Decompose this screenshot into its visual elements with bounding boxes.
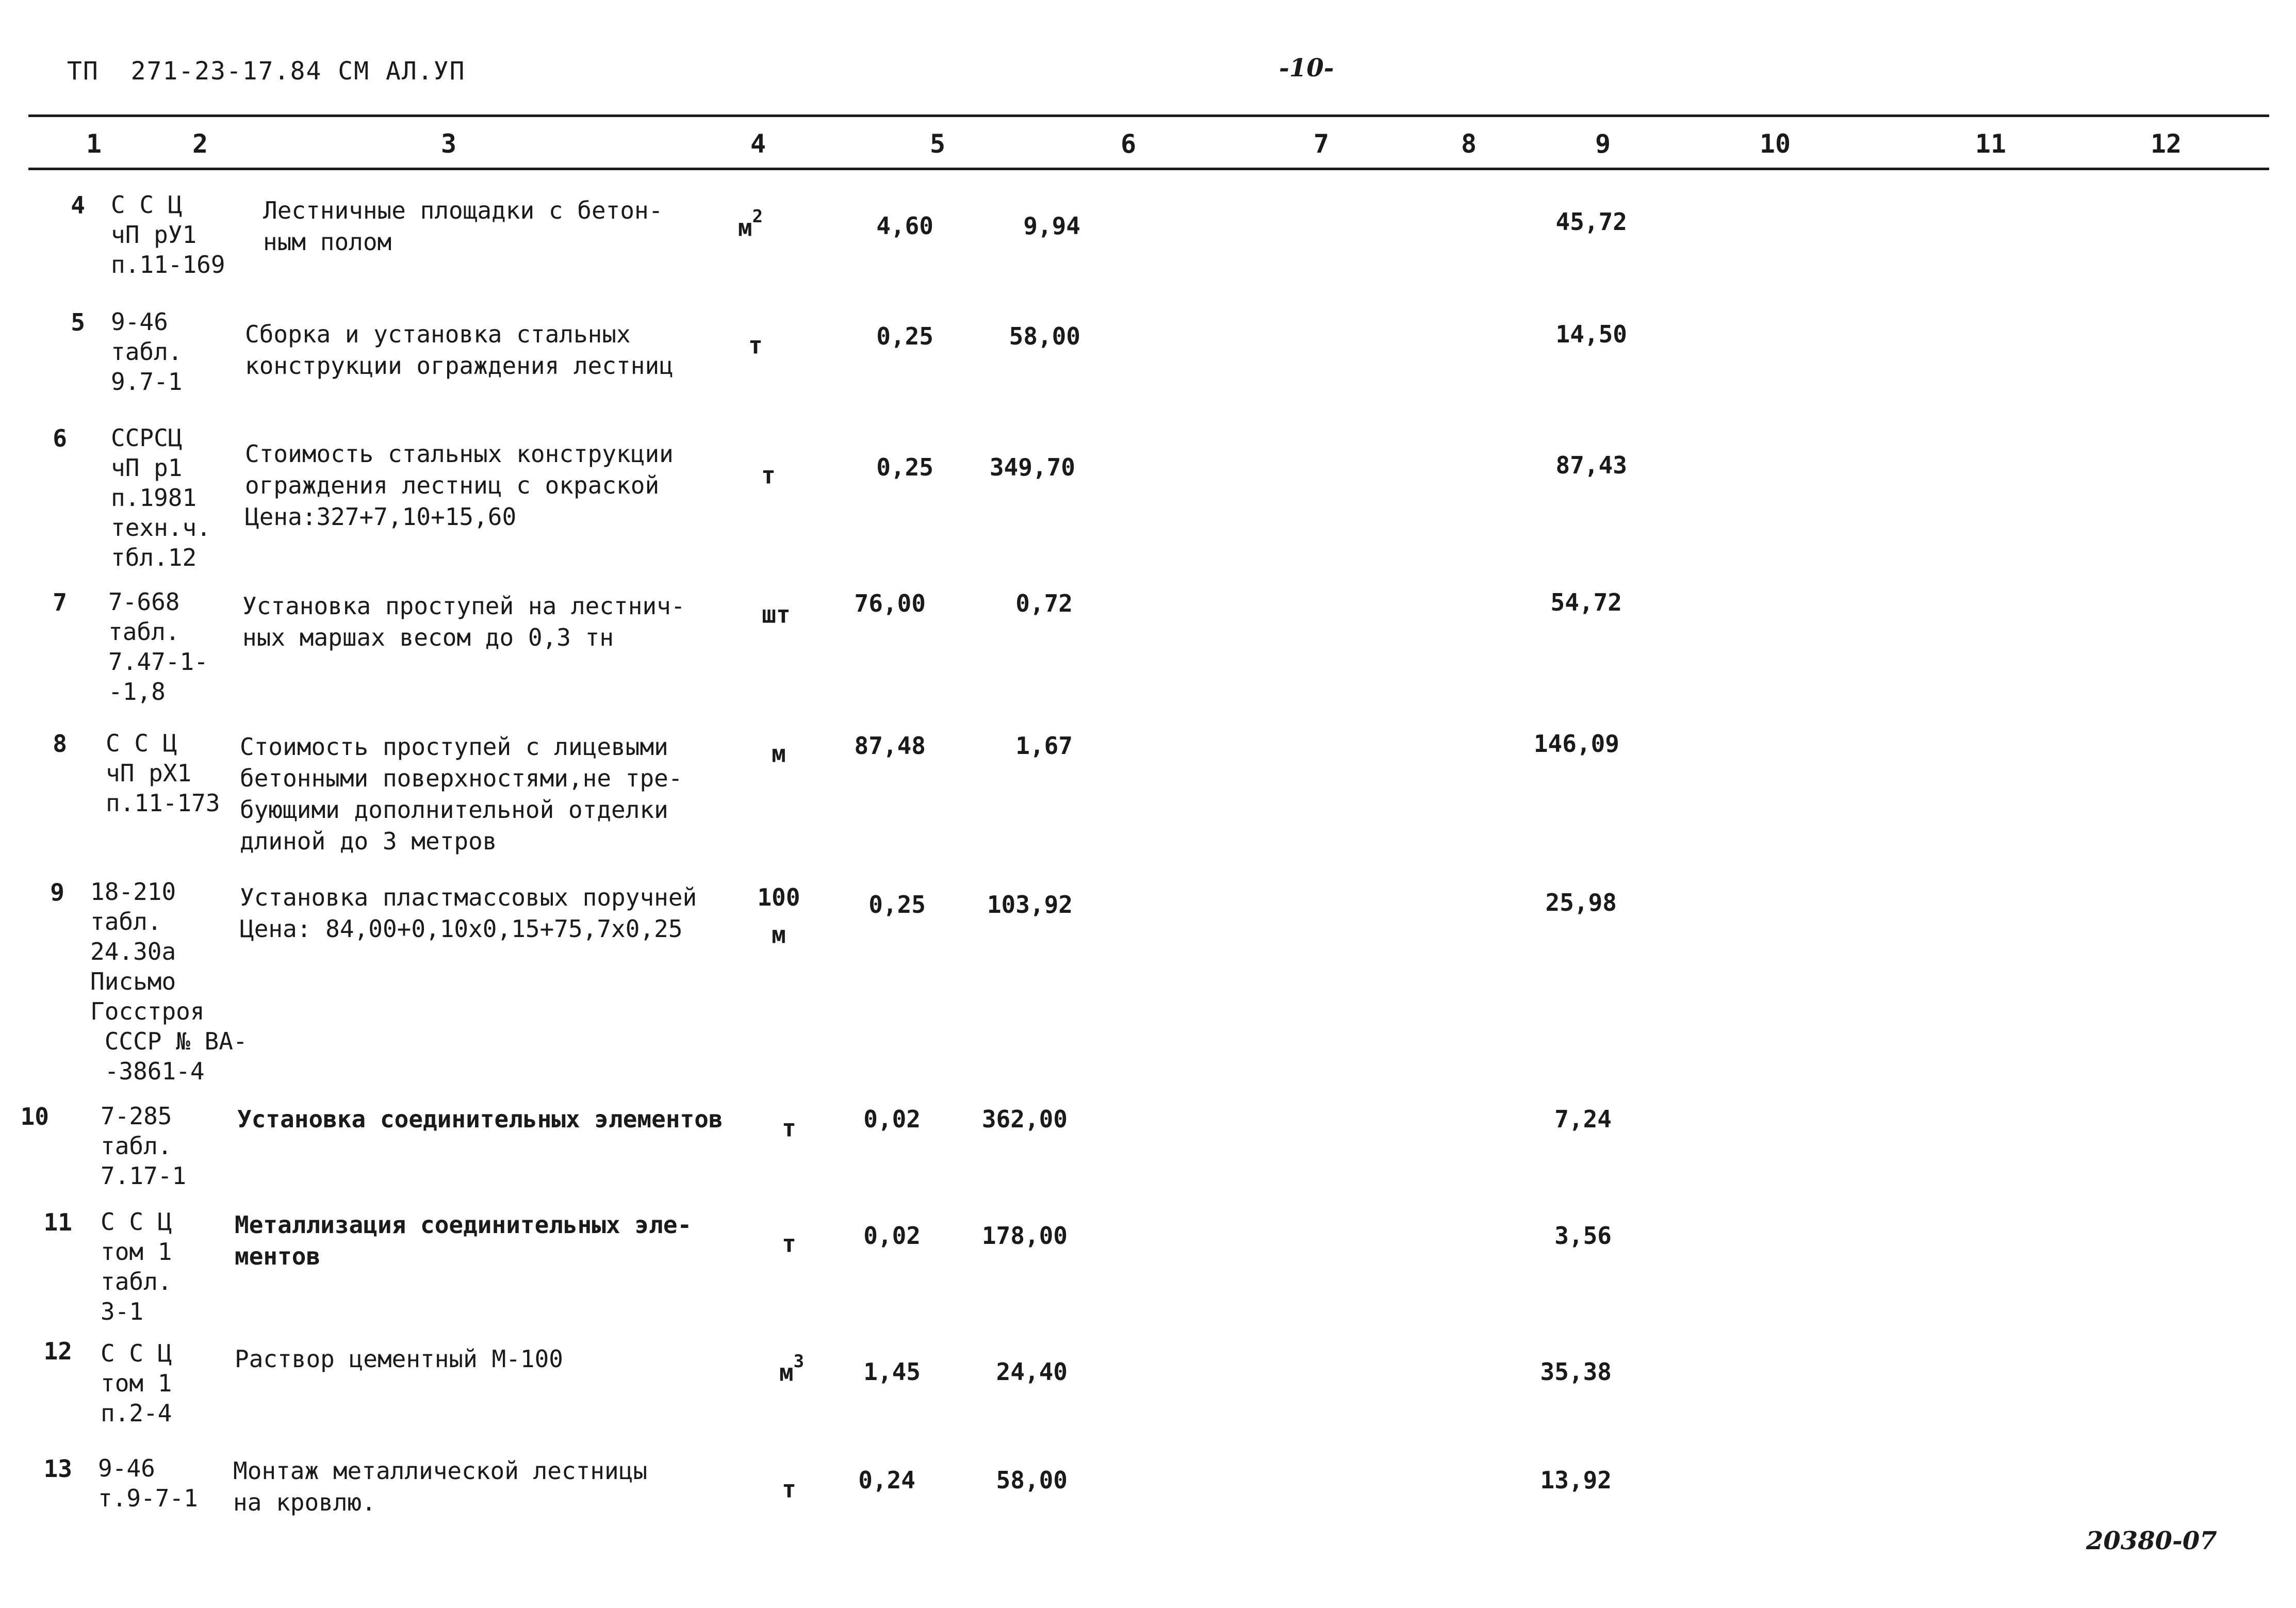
row-number: 12 — [43, 1337, 72, 1365]
column-header-2: 2 — [192, 129, 208, 159]
work-description: Раствор цементный М-100 — [235, 1345, 563, 1373]
total-cost: 25,98 — [1545, 889, 1617, 916]
total-cost: 87,43 — [1555, 451, 1627, 479]
unit: т — [761, 461, 776, 489]
total-cost: 7,24 — [1554, 1105, 1612, 1133]
norm-reference: 18-210 табл. 24.30а Письмо Госстроя СССР № ВА- -3861-4 — [90, 878, 248, 1085]
work-description: Лестничные площадки с бетон- ным полом — [263, 196, 663, 256]
unit: т — [782, 1475, 796, 1503]
unit-price: 24,40 — [996, 1358, 1068, 1386]
column-header-9: 9 — [1595, 129, 1611, 159]
quantity: 0,25 — [876, 322, 933, 350]
row-number: 9 — [50, 878, 64, 906]
table-top-rule — [28, 114, 2269, 117]
row-number: 11 — [43, 1208, 72, 1236]
column-header-12: 12 — [2150, 129, 2182, 159]
unit-price: 349,70 — [989, 453, 1075, 481]
unit: $м^2$ — [737, 206, 763, 242]
work-description: Сборка и установка стальных конструкции ограждения лестниц — [245, 320, 674, 380]
unit-price: 103,92 — [987, 891, 1073, 918]
work-description: Установка пластмассовых поручней Цена: 84,00+0,10х0,15+75,7х0,25 — [240, 883, 697, 943]
column-header-7: 7 — [1313, 129, 1330, 159]
norm-reference: 7-285 табл. 7.17-1 — [101, 1102, 187, 1190]
row-number: 6 — [53, 424, 67, 452]
norm-reference: С С Ц чП рУ1 п.11-169 — [111, 191, 225, 278]
quantity: 76,00 — [854, 589, 926, 617]
quantity: 1,45 — [863, 1358, 921, 1386]
row-number: 7 — [53, 588, 67, 616]
work-description: Стоимость стальных конструкции ограждения лестниц с окраской Цена:327+7,10+15,60 — [245, 440, 674, 531]
column-header-8: 8 — [1461, 129, 1477, 159]
norm-reference: 7-668 табл. 7.47-1- -1,8 — [108, 588, 208, 705]
row-number: 13 — [43, 1455, 72, 1483]
quantity: 0,24 — [858, 1466, 915, 1494]
quantity: 0,25 — [876, 453, 933, 481]
norm-reference: ССРСЦ чП р1 п.1981 техн.ч. тбл.12 — [111, 424, 211, 571]
norm-reference: С С Ц том 1 табл. 3-1 — [101, 1208, 172, 1325]
total-cost: 13,92 — [1540, 1466, 1612, 1494]
unit: т — [748, 331, 763, 359]
norm-reference: С С Ц том 1 п.2-4 — [101, 1339, 172, 1427]
column-header-10: 10 — [1759, 129, 1791, 159]
work-description: Стоимость проступей с лицевыми бетонными поверхностями,не тре- бующими дополнительной отделки длиной до 3 метров — [240, 733, 683, 855]
row-number: 10 — [20, 1103, 49, 1130]
total-cost: 54,72 — [1550, 588, 1622, 616]
total-cost: 14,50 — [1555, 320, 1627, 348]
quantity: 4,60 — [876, 212, 933, 240]
unit-price: 178,00 — [981, 1222, 1068, 1250]
column-header-5: 5 — [929, 129, 946, 159]
row-number: 4 — [71, 191, 85, 219]
unit-price: 58,00 — [996, 1466, 1068, 1494]
norm-reference: С С Ц чП рХ1 п.11-173 — [106, 729, 220, 817]
work-description: Установка проступей на лестнич- ных маршах весом до 0,3 тн — [242, 592, 685, 651]
column-header-6: 6 — [1120, 129, 1137, 159]
table-header-rule — [28, 168, 2269, 170]
norm-reference: 9-46 т.9-7-1 — [98, 1454, 198, 1512]
column-header-3: 3 — [440, 129, 457, 159]
column-header-1: 1 — [86, 129, 102, 159]
unit: т — [782, 1229, 796, 1258]
work-description: Металлизация соединительных эле- ментов — [235, 1211, 692, 1270]
unit-price: 0,72 — [1015, 589, 1073, 617]
unit: т — [782, 1114, 796, 1142]
unit: м — [772, 740, 786, 768]
quantity: 0,25 — [868, 891, 926, 918]
quantity: 0,02 — [863, 1222, 921, 1250]
unit: $м^3$ — [779, 1351, 805, 1387]
unit-price: 362,00 — [981, 1105, 1068, 1133]
unit: шт — [762, 600, 791, 629]
work-description: Установка соединительных элементов — [237, 1105, 723, 1133]
norm-reference: 9-46 табл. 9.7-1 — [111, 308, 183, 396]
page-number: -10- — [1279, 54, 1334, 83]
row-number: 8 — [53, 730, 67, 758]
column-header-11: 11 — [1975, 129, 2007, 159]
work-description: Монтаж металлической лестницы на кровлю. — [233, 1457, 648, 1516]
quantity: 87,48 — [854, 732, 926, 760]
row-number: 5 — [71, 308, 85, 336]
quantity: 0,02 — [863, 1105, 921, 1133]
archive-stamp: 20380-07 — [2086, 1527, 2217, 1555]
total-cost: 3,56 — [1554, 1222, 1612, 1250]
total-cost: 146,09 — [1533, 730, 1619, 758]
unit-price: 58,00 — [1009, 322, 1080, 350]
column-header-4: 4 — [750, 129, 766, 159]
total-cost: 35,38 — [1540, 1358, 1612, 1386]
unit: 100 м — [757, 883, 800, 949]
unit-price: 9,94 — [1023, 212, 1080, 240]
unit-price: 1,67 — [1015, 732, 1073, 760]
total-cost: 45,72 — [1555, 208, 1627, 236]
document-code: ТП 271-23-17.84 СМ АЛ.УП — [67, 57, 466, 86]
